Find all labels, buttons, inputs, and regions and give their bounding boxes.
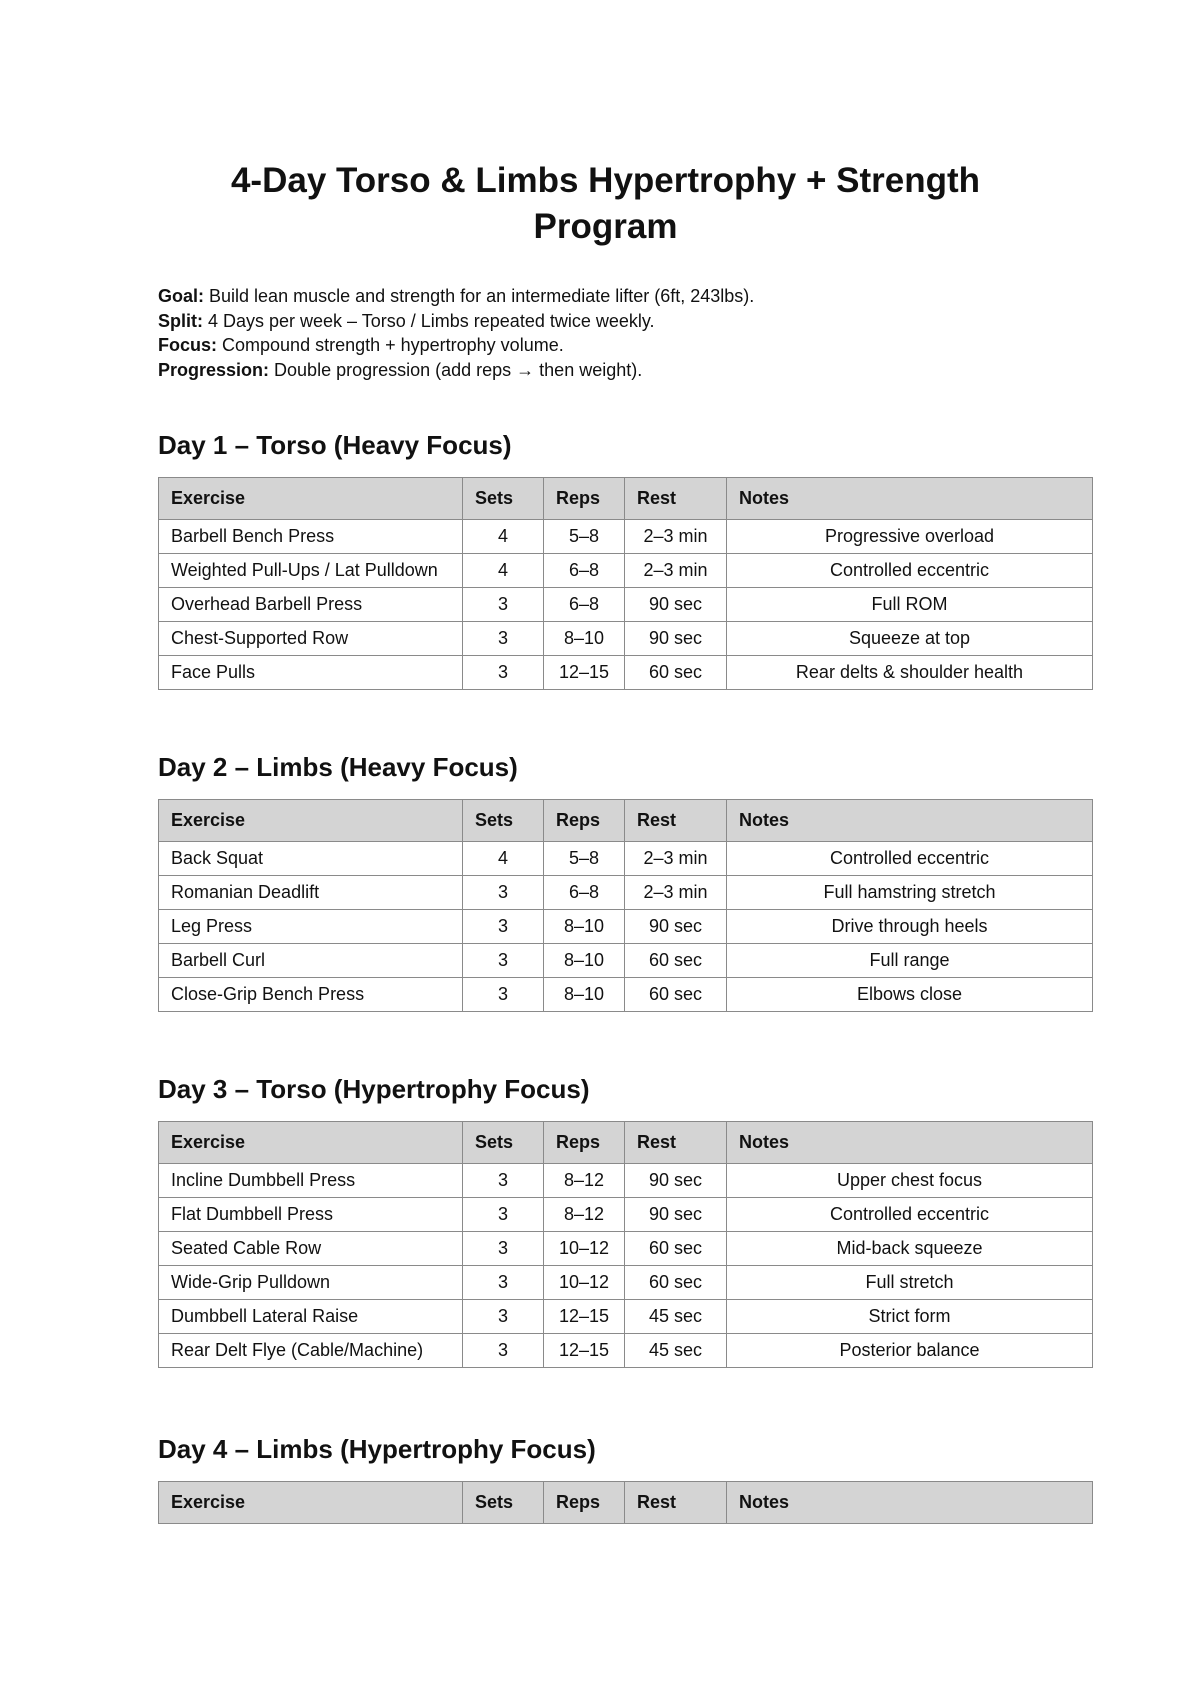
- header-exercise: Exercise: [159, 800, 463, 842]
- table-header-row: [159, 1122, 1093, 1164]
- header-reps: Reps: [544, 478, 625, 520]
- notes-cell: Elbows close: [727, 978, 1093, 1012]
- header-reps: Reps: [544, 1482, 625, 1524]
- table-header-row: [159, 1482, 1093, 1524]
- header-reps: Reps: [544, 1122, 625, 1164]
- exercise-cell: Weighted Pull-Ups / Lat Pulldown: [159, 554, 463, 588]
- day-4-table: [158, 1481, 1093, 1524]
- rest-cell: 90 sec: [625, 588, 727, 622]
- reps-cell: 6–8: [544, 876, 625, 910]
- table-row: [159, 554, 1093, 588]
- rest-cell: 90 sec: [625, 910, 727, 944]
- header-notes: Notes: [727, 1122, 1093, 1164]
- reps-cell: 5–8: [544, 520, 625, 554]
- header-rest: Rest: [625, 1122, 727, 1164]
- goal-label: Goal:: [158, 286, 205, 306]
- rest-cell: 90 sec: [625, 1164, 727, 1198]
- sets-cell: 3: [463, 656, 544, 690]
- exercise-cell: Incline Dumbbell Press: [159, 1164, 463, 1198]
- rest-cell: 60 sec: [625, 978, 727, 1012]
- focus-line: [158, 333, 1093, 358]
- reps-cell: 8–10: [544, 910, 625, 944]
- table-row: [159, 1266, 1093, 1300]
- sets-cell: 3: [463, 1266, 544, 1300]
- rest-cell: 2–3 min: [625, 520, 727, 554]
- header-rest: Rest: [625, 478, 727, 520]
- sets-cell: 4: [463, 520, 544, 554]
- header-notes: Notes: [727, 800, 1093, 842]
- progression-value: Double progression (add reps → then weight).: [269, 359, 643, 380]
- exercise-cell: Barbell Curl: [159, 944, 463, 978]
- exercise-cell: Back Squat: [159, 842, 463, 876]
- rest-cell: 2–3 min: [625, 876, 727, 910]
- rest-cell: 45 sec: [625, 1300, 727, 1334]
- rest-cell: 60 sec: [625, 656, 727, 690]
- exercise-cell: Dumbbell Lateral Raise: [159, 1300, 463, 1334]
- notes-cell: Squeeze at top: [727, 622, 1093, 656]
- reps-cell: 10–12: [544, 1232, 625, 1266]
- split-line: [158, 309, 1093, 334]
- reps-cell: 6–8: [544, 588, 625, 622]
- sets-cell: 3: [463, 1334, 544, 1368]
- table-row: [159, 622, 1093, 656]
- sets-cell: 3: [463, 1198, 544, 1232]
- notes-cell: Strict form: [727, 1300, 1093, 1334]
- exercise-cell: Rear Delt Flye (Cable/Machine): [159, 1334, 463, 1368]
- rest-cell: 60 sec: [625, 944, 727, 978]
- goal-line: [158, 284, 1093, 309]
- notes-cell: Posterior balance: [727, 1334, 1093, 1368]
- table-row: [159, 1232, 1093, 1266]
- table-row: [159, 876, 1093, 910]
- header-sets: Sets: [463, 478, 544, 520]
- notes-cell: Drive through heels: [727, 910, 1093, 944]
- table-row: [159, 1334, 1093, 1368]
- exercise-cell: Leg Press: [159, 910, 463, 944]
- focus-label: Focus:: [158, 335, 218, 355]
- header-reps: Reps: [544, 800, 625, 842]
- table-header-row: [159, 800, 1093, 842]
- goal-value: Build lean muscle and strength for an intermediate lifter (6ft, 243lbs).: [204, 286, 755, 306]
- table-row: [159, 520, 1093, 554]
- header-notes: Notes: [727, 478, 1093, 520]
- sets-cell: 4: [463, 842, 544, 876]
- exercise-cell: Close-Grip Bench Press: [159, 978, 463, 1012]
- table-header-row: [159, 478, 1093, 520]
- rest-cell: 45 sec: [625, 1334, 727, 1368]
- notes-cell: Upper chest focus: [727, 1164, 1093, 1198]
- rest-cell: 60 sec: [625, 1232, 727, 1266]
- notes-cell: Full hamstring stretch: [727, 876, 1093, 910]
- notes-cell: Full stretch: [727, 1266, 1093, 1300]
- table-row: [159, 1164, 1093, 1198]
- table-row: [159, 1198, 1093, 1232]
- day-4-heading: Day 4 – Limbs (Hypertrophy Focus): [158, 1434, 596, 1464]
- header-sets: Sets: [463, 1122, 544, 1164]
- table-row: [159, 656, 1093, 690]
- notes-cell: Full ROM: [727, 588, 1093, 622]
- exercise-cell: Chest-Supported Row: [159, 622, 463, 656]
- reps-cell: 12–15: [544, 1300, 625, 1334]
- table-row: [159, 978, 1093, 1012]
- sets-cell: 4: [463, 554, 544, 588]
- reps-cell: 12–15: [544, 656, 625, 690]
- rest-cell: 60 sec: [625, 1266, 727, 1300]
- header-rest: Rest: [625, 1482, 727, 1524]
- notes-cell: Rear delts & shoulder health: [727, 656, 1093, 690]
- table-row: [159, 1300, 1093, 1334]
- sets-cell: 3: [463, 978, 544, 1012]
- rest-cell: 2–3 min: [625, 842, 727, 876]
- rest-cell: 2–3 min: [625, 554, 727, 588]
- exercise-cell: Seated Cable Row: [159, 1232, 463, 1266]
- notes-cell: Controlled eccentric: [727, 1198, 1093, 1232]
- reps-cell: 8–12: [544, 1164, 625, 1198]
- sets-cell: 3: [463, 910, 544, 944]
- sets-cell: 3: [463, 1164, 544, 1198]
- notes-cell: Mid-back squeeze: [727, 1232, 1093, 1266]
- reps-cell: 6–8: [544, 554, 625, 588]
- table-row: [159, 842, 1093, 876]
- reps-cell: 8–10: [544, 978, 625, 1012]
- day-3-heading: Day 3 – Torso (Hypertrophy Focus): [158, 1074, 590, 1104]
- reps-cell: 8–10: [544, 944, 625, 978]
- reps-cell: 5–8: [544, 842, 625, 876]
- header-exercise: Exercise: [159, 1482, 463, 1524]
- sets-cell: 3: [463, 1300, 544, 1334]
- exercise-cell: Wide-Grip Pulldown: [159, 1266, 463, 1300]
- header-sets: Sets: [463, 800, 544, 842]
- notes-cell: Progressive overload: [727, 520, 1093, 554]
- exercise-cell: Romanian Deadlift: [159, 876, 463, 910]
- notes-cell: Full range: [727, 944, 1093, 978]
- progression-label: Progression:: [158, 359, 270, 380]
- day-2-table: [158, 799, 1093, 1012]
- split-label: Split:: [158, 310, 203, 331]
- reps-cell: 10–12: [544, 1266, 625, 1300]
- table-row: [159, 588, 1093, 622]
- rest-cell: 90 sec: [625, 622, 727, 656]
- reps-cell: 8–10: [544, 622, 625, 656]
- header-rest: Rest: [625, 800, 727, 842]
- split-value: 4 Days per week – Torso / Limbs repeated twice weekly.: [203, 310, 655, 331]
- focus-value: Compound strength + hypertrophy volume.: [217, 335, 564, 355]
- sets-cell: 3: [463, 944, 544, 978]
- exercise-cell: Flat Dumbbell Press: [159, 1198, 463, 1232]
- exercise-cell: Barbell Bench Press: [159, 520, 463, 554]
- exercise-cell: Overhead Barbell Press: [159, 588, 463, 622]
- sets-cell: 3: [463, 588, 544, 622]
- exercise-cell: Face Pulls: [159, 656, 463, 690]
- day-1-heading: Day 1 – Torso (Heavy Focus): [158, 430, 512, 460]
- program-summary: [158, 284, 1093, 382]
- header-exercise: Exercise: [159, 1122, 463, 1164]
- reps-cell: 12–15: [544, 1334, 625, 1368]
- header-sets: Sets: [463, 1482, 544, 1524]
- header-exercise: Exercise: [159, 478, 463, 520]
- day-3-table: [158, 1121, 1093, 1368]
- notes-cell: Controlled eccentric: [727, 554, 1093, 588]
- day-2-heading: Day 2 – Limbs (Heavy Focus): [158, 752, 518, 782]
- sets-cell: 3: [463, 1232, 544, 1266]
- progression-line: [158, 358, 1093, 383]
- document-title: 4-Day Torso & Limbs Hypertrophy + Strength Program: [230, 161, 981, 246]
- table-row: [159, 910, 1093, 944]
- reps-cell: 8–12: [544, 1198, 625, 1232]
- notes-cell: Controlled eccentric: [727, 842, 1093, 876]
- day-1-table: [158, 477, 1093, 690]
- sets-cell: 3: [463, 622, 544, 656]
- sets-cell: 3: [463, 876, 544, 910]
- header-notes: Notes: [727, 1482, 1093, 1524]
- table-row: [159, 944, 1093, 978]
- rest-cell: 90 sec: [625, 1198, 727, 1232]
